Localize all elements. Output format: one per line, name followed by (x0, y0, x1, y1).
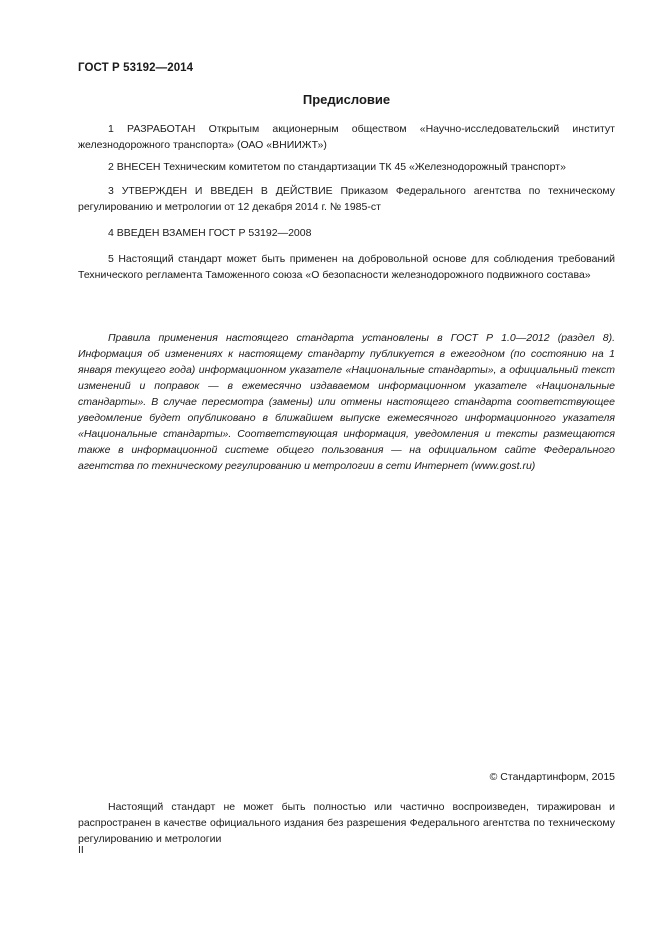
preface-item-replaces: 4 ВВЕДЕН ВЗАМЕН ГОСТ Р 53192—2008 (108, 227, 312, 239)
page-number: II (78, 844, 84, 856)
copyright-line: © Стандартинформ, 2015 (489, 771, 615, 783)
preface-title: Предисловие (302, 92, 391, 107)
preface-item-developed: 1 РАЗРАБОТАН Открытым акционерным обществом «Научно-исследовательский институт железнодорожного транспорта» (ОАО «ВНИИЖТ») (78, 123, 615, 151)
preface-item-voluntary: 5 Настоящий стандарт может быть применен на добровольной основе для соблюдения требований Технического регламента Таможенного союза «О безопасности железнодорожного подвижного состава» (78, 253, 615, 281)
document-code: ГОСТ Р 53192—2014 (78, 62, 194, 74)
application-rules-notice: Правила применения настоящего стандарта установлены в ГОСТ Р 1.0—2012 (раздел 8). Информация об изменениях к настоящему стандарту публикуется в ежегодном (по состоянию на 1 января текущего года) информационном указателе «Национальные стандарты», а официальный текст изменений и поправок — в ежемесячно издаваемом информационном указателе «Национальные стандарты». В случае пересмотра (замены) или отмены настоящего стандарта соответствующее уведомление будет опубликовано в ближайшем выпуске ежемесячного информационного указателя «Национальные стандарты». Соответствующая информация, уведомления и тексты размещаются также в информационной системе общего пользования — на официальном сайте Федерального агентства по техническому регулированию и метрологии в сети Интернет (www.gost.ru) (78, 332, 615, 472)
reprint-notice: Настоящий стандарт не может быть полностью или частично воспроизведен, тиражирован и распространен в качестве официального издания без разрешения Федерального агентства по техническому регулированию и метрологии (78, 801, 615, 845)
preface-item-approved: 3 УТВЕРЖДЕН И ВВЕДЕН В ДЕЙСТВИЕ Приказом Федерального агентства по техническому регулированию и метрологии от 12 декабря 2014 г. № 1985-ст (78, 185, 615, 213)
preface-item-introduced: 2 ВНЕСЕН Техническим комитетом по стандартизации ТК 45 «Железнодорожный транспорт» (108, 161, 566, 173)
